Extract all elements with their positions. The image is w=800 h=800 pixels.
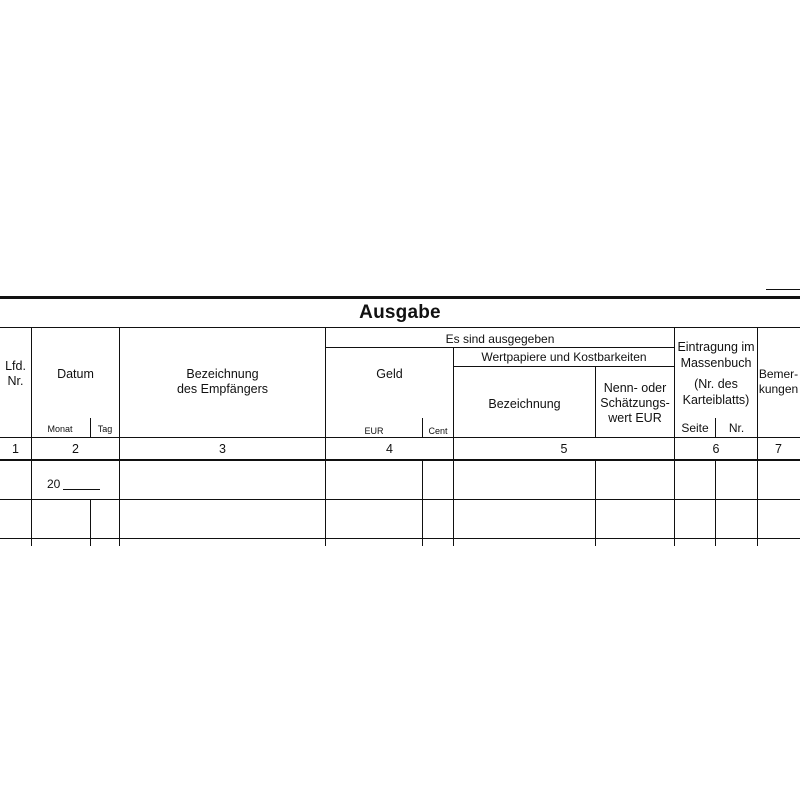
header-eintragung-seite: Seite xyxy=(681,421,709,435)
header-eintragung-line1: Eintragung im xyxy=(677,340,755,354)
top-right-short-rule xyxy=(766,289,800,290)
form-title: Ausgabe xyxy=(359,302,441,323)
column-number-6: 6 xyxy=(712,442,720,456)
header-empfaenger-line1: Bezeichnung xyxy=(186,367,259,381)
column-number-3: 3 xyxy=(219,442,226,456)
header-eintragung-nr: Nr. xyxy=(728,421,745,435)
divider-empfaenger-geld xyxy=(325,327,326,546)
divider-seite-nr-rows xyxy=(715,460,716,546)
header-datum-tag: Tag xyxy=(97,424,113,434)
row-year-prefix: 20 xyxy=(47,477,61,491)
column-number-1: 1 xyxy=(12,442,19,456)
row-year-blank-line[interactable] xyxy=(63,489,100,490)
es-sind-ausgegeben-rule xyxy=(325,347,674,348)
column-number-5: 5 xyxy=(560,442,568,456)
row-rule-2 xyxy=(0,538,800,539)
header-wp-wert-line3: wert EUR xyxy=(608,411,662,425)
wertpapiere-rule xyxy=(453,366,674,367)
column-number-7: 7 xyxy=(775,442,782,456)
header-bemerkungen-line2: kungen xyxy=(758,382,799,396)
column-number-2: 2 xyxy=(72,442,79,456)
header-wp-bezeichnung: Bezeichnung xyxy=(488,397,561,411)
divider-eintragung-bemerkungen xyxy=(757,327,758,546)
top-thick-rule xyxy=(0,296,800,299)
column-numbers-bottom-rule xyxy=(0,459,800,461)
title-bottom-rule xyxy=(0,327,800,328)
header-empfaenger-line2: des Empfängers xyxy=(176,382,269,396)
header-karteiblatt-line2: Karteiblatts) xyxy=(682,393,750,407)
column-number-4: 4 xyxy=(386,442,393,456)
header-geld: Geld xyxy=(376,367,403,381)
divider-monat-tag-row xyxy=(90,499,91,546)
header-lfd-line1: Lfd. xyxy=(5,359,26,373)
header-eintragung-line2: Massenbuch xyxy=(680,356,752,370)
header-geld-cent: Cent xyxy=(428,426,448,436)
header-geld-eur: EUR xyxy=(364,426,384,436)
divider-wp-bezeichnung-wert-rows xyxy=(595,460,596,546)
header-wp-wert-line1: Nenn- oder xyxy=(603,381,667,395)
header-karteiblatt-line1: (Nr. des xyxy=(694,377,738,391)
divider-eur-cent-rows xyxy=(422,460,423,546)
header-datum-monat: Monat xyxy=(47,424,73,434)
row-rule-1 xyxy=(0,499,800,500)
divider-lfd-datum xyxy=(31,327,32,546)
header-wertpapiere: Wertpapiere und Kostbarkeiten xyxy=(481,350,647,364)
header-es-sind-ausgegeben: Es sind ausgegeben xyxy=(445,332,555,346)
header-lfd-line2: Nr. xyxy=(7,374,24,388)
header-datum: Datum xyxy=(57,367,94,381)
header-bemerkungen-line1: Bemer- xyxy=(758,367,799,381)
header-wp-wert-line2: Schätzungs- xyxy=(600,396,670,410)
divider-datum-empfaenger xyxy=(119,327,120,546)
